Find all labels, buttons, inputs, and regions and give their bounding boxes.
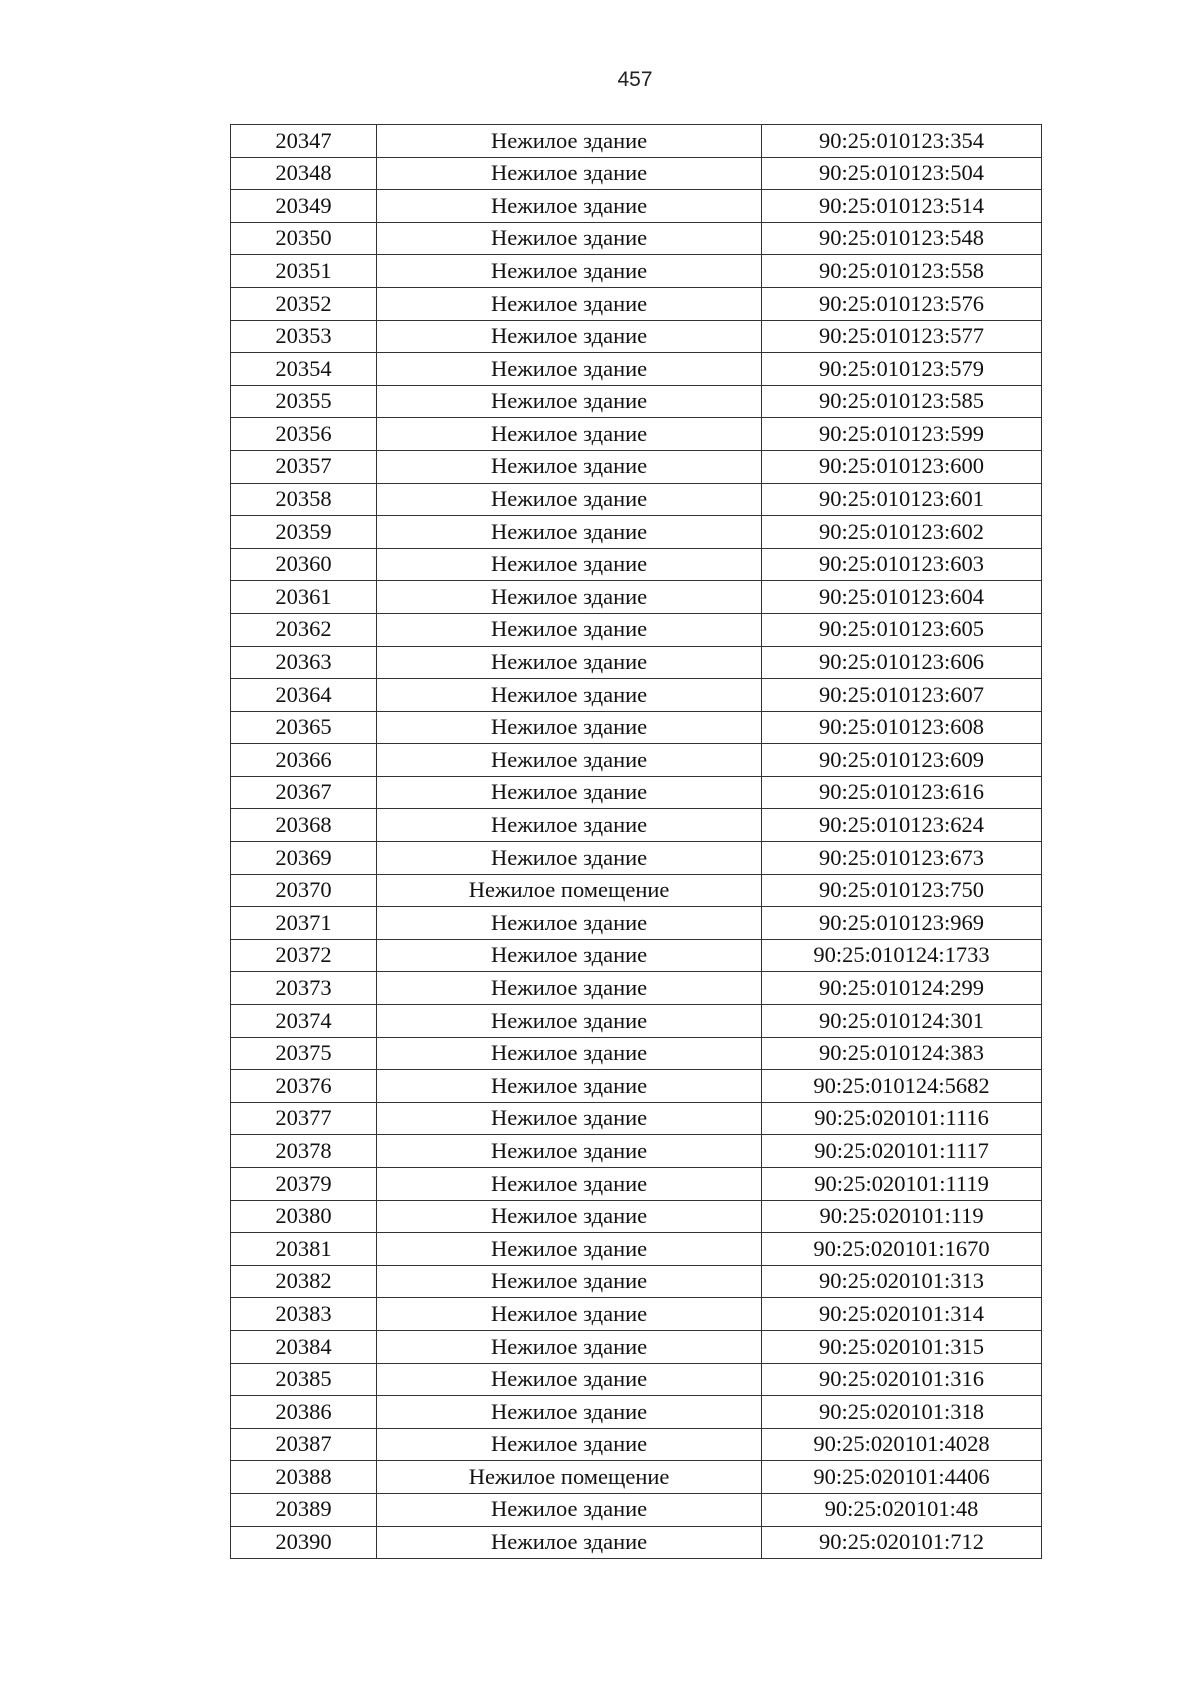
object-type-cell: Нежилое здание xyxy=(377,1135,762,1168)
row-number-cell: 20363 xyxy=(231,646,377,679)
cadastral-number-cell: 90:25:010123:600 xyxy=(762,450,1042,483)
cadastral-number-cell: 90:25:010123:609 xyxy=(762,744,1042,777)
object-type-cell: Нежилое здание xyxy=(377,581,762,614)
registry-table-body xyxy=(231,125,1042,1559)
object-type-cell: Нежилое здание xyxy=(377,1037,762,1070)
table-row xyxy=(231,1330,1042,1363)
cadastral-number-cell: 90:25:010123:607 xyxy=(762,679,1042,712)
object-type-cell: Нежилое здание xyxy=(377,939,762,972)
row-number-cell: 20376 xyxy=(231,1070,377,1103)
cadastral-number-cell: 90:25:020101:712 xyxy=(762,1526,1042,1559)
table-row xyxy=(231,450,1042,483)
object-type-cell: Нежилое здание xyxy=(377,255,762,288)
row-number-cell: 20355 xyxy=(231,385,377,418)
table-row xyxy=(231,744,1042,777)
object-type-cell: Нежилое здание xyxy=(377,320,762,353)
cadastral-number-cell: 90:25:020101:314 xyxy=(762,1298,1042,1331)
row-number-cell: 20348 xyxy=(231,157,377,190)
object-type-cell: Нежилое здание xyxy=(377,222,762,255)
object-type-cell: Нежилое здание xyxy=(377,679,762,712)
table-row xyxy=(231,711,1042,744)
table-row xyxy=(231,418,1042,451)
row-number-cell: 20359 xyxy=(231,516,377,549)
object-type-cell: Нежилое здание xyxy=(377,125,762,158)
row-number-cell: 20389 xyxy=(231,1493,377,1526)
table-row xyxy=(231,679,1042,712)
table-row xyxy=(231,1461,1042,1494)
cadastral-number-cell: 90:25:020101:316 xyxy=(762,1363,1042,1396)
cadastral-number-cell: 90:25:010123:608 xyxy=(762,711,1042,744)
cadastral-number-cell: 90:25:010123:576 xyxy=(762,287,1042,320)
table-row xyxy=(231,613,1042,646)
object-type-cell: Нежилое здание xyxy=(377,516,762,549)
object-type-cell: Нежилое здание xyxy=(377,1396,762,1429)
table-row xyxy=(231,1005,1042,1038)
row-number-cell: 20362 xyxy=(231,613,377,646)
cadastral-number-cell: 90:25:010123:602 xyxy=(762,516,1042,549)
row-number-cell: 20370 xyxy=(231,874,377,907)
cadastral-number-cell: 90:25:020101:1116 xyxy=(762,1102,1042,1135)
cadastral-number-cell: 90:25:020101:48 xyxy=(762,1493,1042,1526)
cadastral-number-cell: 90:25:010123:354 xyxy=(762,125,1042,158)
table-row xyxy=(231,842,1042,875)
table-row xyxy=(231,157,1042,190)
table-row xyxy=(231,1526,1042,1559)
object-type-cell: Нежилое здание xyxy=(377,1005,762,1038)
row-number-cell: 20375 xyxy=(231,1037,377,1070)
cadastral-number-cell: 90:25:020101:315 xyxy=(762,1330,1042,1363)
cadastral-number-cell: 90:25:020101:1670 xyxy=(762,1233,1042,1266)
cadastral-number-cell: 90:25:010123:969 xyxy=(762,907,1042,940)
cadastral-number-cell: 90:25:020101:1117 xyxy=(762,1135,1042,1168)
table-row xyxy=(231,972,1042,1005)
table-row xyxy=(231,1102,1042,1135)
row-number-cell: 20347 xyxy=(231,125,377,158)
object-type-cell: Нежилое здание xyxy=(377,353,762,386)
table-row xyxy=(231,809,1042,842)
cadastral-number-cell: 90:25:010123:585 xyxy=(762,385,1042,418)
table-row xyxy=(231,1200,1042,1233)
cadastral-number-cell: 90:25:020101:119 xyxy=(762,1200,1042,1233)
row-number-cell: 20368 xyxy=(231,809,377,842)
object-type-cell: Нежилое здание xyxy=(377,1428,762,1461)
page-number: 457 xyxy=(617,68,653,91)
cadastral-number-cell: 90:25:010124:383 xyxy=(762,1037,1042,1070)
table-row xyxy=(231,516,1042,549)
table-row xyxy=(231,874,1042,907)
cadastral-number-cell: 90:25:010123:577 xyxy=(762,320,1042,353)
row-number-cell: 20354 xyxy=(231,353,377,386)
object-type-cell: Нежилое здание xyxy=(377,646,762,679)
object-type-cell: Нежилое здание xyxy=(377,1265,762,1298)
object-type-cell: Нежилое здание xyxy=(377,1233,762,1266)
row-number-cell: 20364 xyxy=(231,679,377,712)
table-row xyxy=(231,548,1042,581)
table-row xyxy=(231,385,1042,418)
row-number-cell: 20388 xyxy=(231,1461,377,1494)
object-type-cell: Нежилое здание xyxy=(377,711,762,744)
object-type-cell: Нежилое здание xyxy=(377,1298,762,1331)
table-row xyxy=(231,1396,1042,1429)
object-type-cell: Нежилое здание xyxy=(377,1070,762,1103)
table-row xyxy=(231,646,1042,679)
row-number-cell: 20349 xyxy=(231,190,377,223)
object-type-cell: Нежилое здание xyxy=(377,1102,762,1135)
row-number-cell: 20378 xyxy=(231,1135,377,1168)
table-row xyxy=(231,255,1042,288)
table-row xyxy=(231,1135,1042,1168)
cadastral-number-cell: 90:25:010123:558 xyxy=(762,255,1042,288)
row-number-cell: 20377 xyxy=(231,1102,377,1135)
table-row xyxy=(231,1070,1042,1103)
object-type-cell: Нежилое здание xyxy=(377,842,762,875)
cadastral-number-cell: 90:25:010124:1733 xyxy=(762,939,1042,972)
table-row xyxy=(231,287,1042,320)
cadastral-number-cell: 90:25:010123:514 xyxy=(762,190,1042,223)
cadastral-number-cell: 90:25:010123:605 xyxy=(762,613,1042,646)
object-type-cell: Нежилое помещение xyxy=(377,1461,762,1494)
object-type-cell: Нежилое здание xyxy=(377,1200,762,1233)
row-number-cell: 20352 xyxy=(231,287,377,320)
row-number-cell: 20350 xyxy=(231,222,377,255)
table-row xyxy=(231,1428,1042,1461)
cadastral-number-cell: 90:25:020101:1119 xyxy=(762,1168,1042,1201)
registry-table xyxy=(230,124,1042,1559)
table-row xyxy=(231,1298,1042,1331)
object-type-cell: Нежилое здание xyxy=(377,744,762,777)
cadastral-number-cell: 90:25:010124:299 xyxy=(762,972,1042,1005)
table-row xyxy=(231,353,1042,386)
row-number-cell: 20386 xyxy=(231,1396,377,1429)
row-number-cell: 20371 xyxy=(231,907,377,940)
cadastral-number-cell: 90:25:010123:606 xyxy=(762,646,1042,679)
table-row xyxy=(231,1233,1042,1266)
row-number-cell: 20384 xyxy=(231,1330,377,1363)
table-row xyxy=(231,222,1042,255)
row-number-cell: 20387 xyxy=(231,1428,377,1461)
cadastral-number-cell: 90:25:010123:604 xyxy=(762,581,1042,614)
row-number-cell: 20380 xyxy=(231,1200,377,1233)
table-row xyxy=(231,939,1042,972)
object-type-cell: Нежилое здание xyxy=(377,1363,762,1396)
row-number-cell: 20379 xyxy=(231,1168,377,1201)
object-type-cell: Нежилое помещение xyxy=(377,874,762,907)
object-type-cell: Нежилое здание xyxy=(377,1330,762,1363)
row-number-cell: 20372 xyxy=(231,939,377,972)
table-row xyxy=(231,1037,1042,1070)
object-type-cell: Нежилое здание xyxy=(377,190,762,223)
row-number-cell: 20385 xyxy=(231,1363,377,1396)
cadastral-number-cell: 90:25:010124:301 xyxy=(762,1005,1042,1038)
cadastral-number-cell: 90:25:010124:5682 xyxy=(762,1070,1042,1103)
row-number-cell: 20373 xyxy=(231,972,377,1005)
object-type-cell: Нежилое здание xyxy=(377,809,762,842)
row-number-cell: 20356 xyxy=(231,418,377,451)
table-row xyxy=(231,1363,1042,1396)
cadastral-number-cell: 90:25:020101:4406 xyxy=(762,1461,1042,1494)
object-type-cell: Нежилое здание xyxy=(377,385,762,418)
cadastral-number-cell: 90:25:020101:313 xyxy=(762,1265,1042,1298)
table-row xyxy=(231,581,1042,614)
object-type-cell: Нежилое здание xyxy=(377,613,762,646)
object-type-cell: Нежилое здание xyxy=(377,1493,762,1526)
cadastral-number-cell: 90:25:010123:616 xyxy=(762,776,1042,809)
cadastral-number-cell: 90:25:010123:548 xyxy=(762,222,1042,255)
row-number-cell: 20353 xyxy=(231,320,377,353)
object-type-cell: Нежилое здание xyxy=(377,483,762,516)
table-row xyxy=(231,125,1042,158)
row-number-cell: 20361 xyxy=(231,581,377,614)
cadastral-number-cell: 90:25:020101:4028 xyxy=(762,1428,1042,1461)
row-number-cell: 20357 xyxy=(231,450,377,483)
cadastral-number-cell: 90:25:010123:750 xyxy=(762,874,1042,907)
row-number-cell: 20351 xyxy=(231,255,377,288)
row-number-cell: 20374 xyxy=(231,1005,377,1038)
table-row xyxy=(231,1265,1042,1298)
object-type-cell: Нежилое здание xyxy=(377,418,762,451)
object-type-cell: Нежилое здание xyxy=(377,907,762,940)
row-number-cell: 20390 xyxy=(231,1526,377,1559)
row-number-cell: 20366 xyxy=(231,744,377,777)
table-row xyxy=(231,1493,1042,1526)
object-type-cell: Нежилое здание xyxy=(377,1526,762,1559)
table-row xyxy=(231,190,1042,223)
cadastral-number-cell: 90:25:020101:318 xyxy=(762,1396,1042,1429)
cadastral-number-cell: 90:25:010123:624 xyxy=(762,809,1042,842)
cadastral-number-cell: 90:25:010123:599 xyxy=(762,418,1042,451)
row-number-cell: 20369 xyxy=(231,842,377,875)
cadastral-number-cell: 90:25:010123:579 xyxy=(762,353,1042,386)
object-type-cell: Нежилое здание xyxy=(377,972,762,1005)
object-type-cell: Нежилое здание xyxy=(377,776,762,809)
table-row xyxy=(231,1168,1042,1201)
table-row xyxy=(231,776,1042,809)
object-type-cell: Нежилое здание xyxy=(377,1168,762,1201)
table-row xyxy=(231,320,1042,353)
table-row xyxy=(231,907,1042,940)
row-number-cell: 20358 xyxy=(231,483,377,516)
row-number-cell: 20360 xyxy=(231,548,377,581)
row-number-cell: 20381 xyxy=(231,1233,377,1266)
cadastral-number-cell: 90:25:010123:601 xyxy=(762,483,1042,516)
table-row xyxy=(231,483,1042,516)
object-type-cell: Нежилое здание xyxy=(377,157,762,190)
object-type-cell: Нежилое здание xyxy=(377,450,762,483)
object-type-cell: Нежилое здание xyxy=(377,287,762,320)
row-number-cell: 20367 xyxy=(231,776,377,809)
cadastral-number-cell: 90:25:010123:603 xyxy=(762,548,1042,581)
row-number-cell: 20365 xyxy=(231,711,377,744)
cadastral-number-cell: 90:25:010123:504 xyxy=(762,157,1042,190)
cadastral-number-cell: 90:25:010123:673 xyxy=(762,842,1042,875)
object-type-cell: Нежилое здание xyxy=(377,548,762,581)
row-number-cell: 20383 xyxy=(231,1298,377,1331)
row-number-cell: 20382 xyxy=(231,1265,377,1298)
